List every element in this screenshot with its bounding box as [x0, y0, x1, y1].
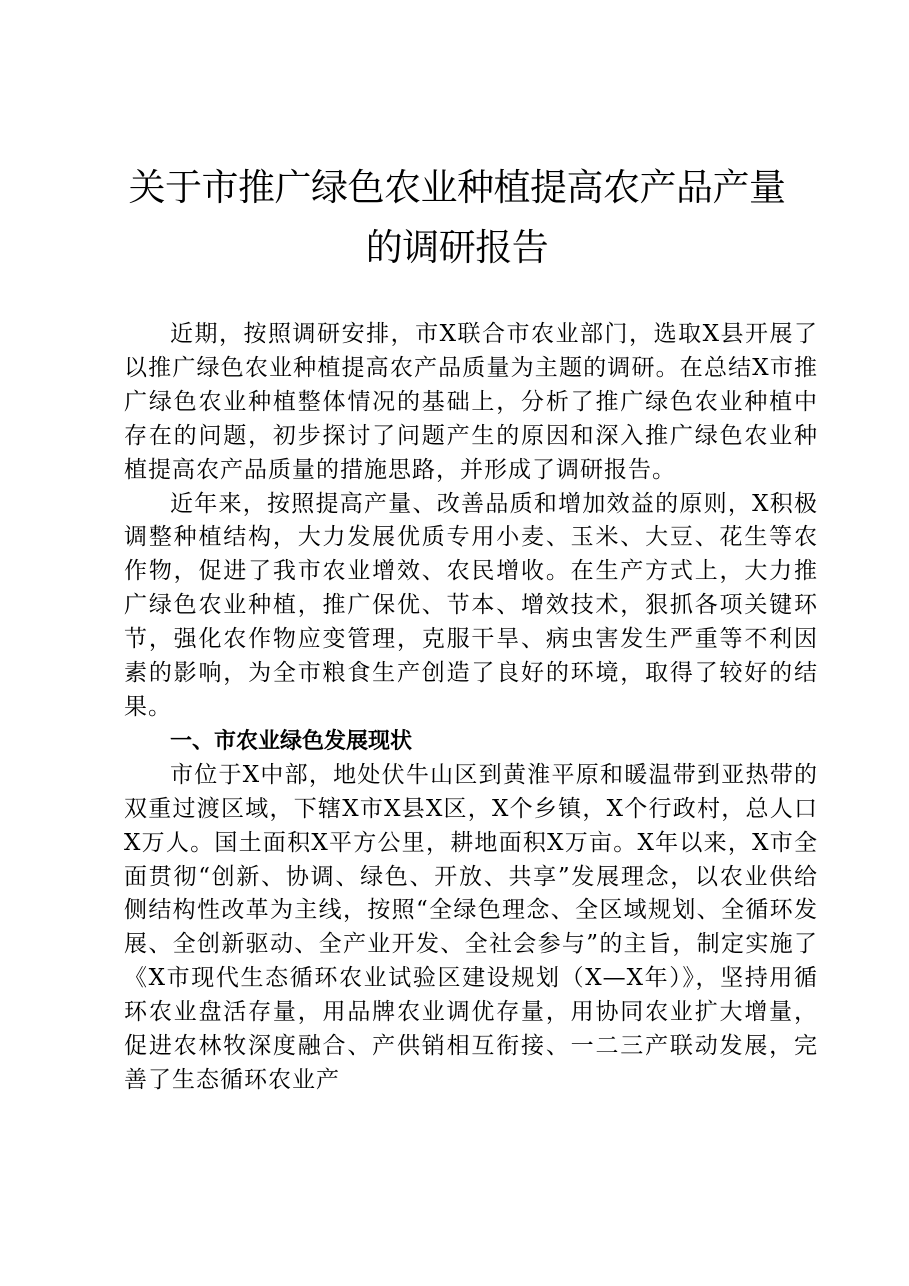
section-paragraph: 市位于X中部，地处伏牛山区到黄淮平原和暖温带到亚热带的双重过渡区域，下辖X市X县X区，X个乡镇，X个行政村，总人口X万人。国土面积X平方公里，耕地面积X万亩。X年以来，X市全面贯彻“创新、协调、绿色、开放、共享”发展理念，以农业供给侧结构性改革为主线，按照“全绿色理念、全区域规划、全循环发展、全创新驱动、全产业开发、全社会参与”的主旨，制定实施了《X市现代生态循环农业试验区建设规划（X—X年）》，坚持用循环农业盘活存量，用品牌农业调优存量，用协同农业扩大增量，促进农林牧深度融合、产供销相互衔接、一二三产联动发展，完善了生态循环农业产 [124, 761, 818, 1093]
background-paragraph: 近年来，按照提高产量、改善品质和增加效益的原则，X积极调整种植结构，大力发展优质专用小麦、玉米、大豆、花生等农作物，促进了我市农业增效、农民增收。在生产方式上，大力推广绿色农业种植，推广保优、节本、增效技术，狠抓各项关键环节，强化农作物应变管理，克服干旱、病虫害发生严重等不利因素的影响，为全市粮食生产创造了良好的环境，取得了较好的结果。 [124, 490, 818, 720]
intro-paragraph: 近期，按照调研安排，市X联合市农业部门，选取X县开展了以推广绿色农业种植提高农产品质量为主题的调研。在总结X市推广绿色农业种植整体情况的基础上，分析了推广绿色农业种植中存在的问题，初步探讨了问题产生的原因和深入推广绿色农业种植提高农产品质量的措施思路，并形成了调研报告。 [124, 321, 818, 483]
document-body [124, 318, 818, 1098]
section-heading: 一、市农业绿色发展现状 [170, 728, 413, 754]
document-title: 关于市推广绿色农业种植提高农产品产量的调研报告 [128, 166, 786, 269]
